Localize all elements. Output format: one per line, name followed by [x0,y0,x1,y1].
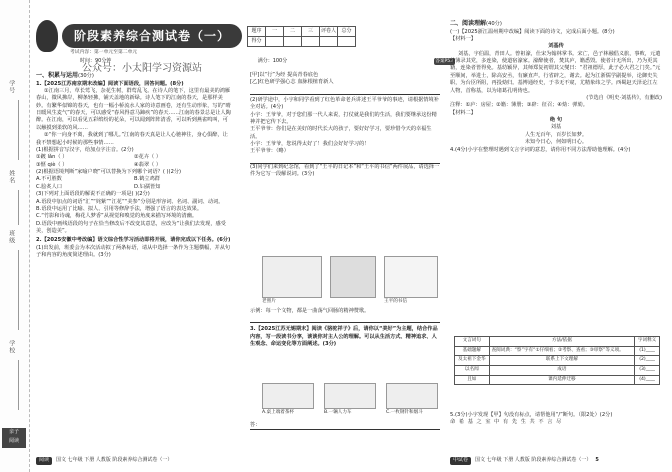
score-cell: 二 [284,27,302,37]
score-cell: 三 [302,27,320,37]
binding-margin [0,0,30,472]
footer-right [450,456,599,466]
pinyin-item[interactable]: ①踱 lǎn（ ） [36,154,68,161]
exam-time: 时间：90分钟 [80,58,112,64]
pinyin-item[interactable]: ②花卉（ ） [134,154,162,161]
question-2-intro: 2.【2025安徽中考改编】语文综合性学习活动即将开展，请你完成以下任务。(6分) [36,237,231,244]
question-5: 5.(3分)小宇发现【甲】句没有标点，请帮他用“/”断句。（限2处）(2分) [450,412,613,418]
margin-line [18,190,19,225]
old-photo-image [262,256,322,298]
passage-paragraph: ①江南三月，草长莺飞，杂花生树，群莺乱飞。在诗人的笔下，这里有最美的鸿雁春山，微风拂岸，柳条轻拂，铺天盖地的新绿。诗人笔下的江南的春天，是那样美妙。有繁华似锦的春天，也有一幅小桥流水人家的诗意画卷，还有生动形象，写的“晴日暖风生麦气”的春天，可以感受“春风得意马蹄疾”的春天……江南的春景总是让人陶醉。在江南，可以看见五彩缤纷的花朵，可以闻到阵阵清香，可以听到燕雀鸣叫，可以触摸到柔软的风…… [36,87,231,131]
score-cell: 评卷人 [320,27,338,37]
option[interactable]: A.不可胜数 [36,176,62,183]
picture-caption: 王平的书信 [384,299,407,304]
dialog-line: 小宇：王爷爷，您说得太好了！我们会好好学习的！ [250,141,370,147]
footer-tag: 阅读 [36,457,52,464]
margin-corner-badge: 亲子 阅读 [2,428,26,448]
margin-line [18,360,19,410]
pinyin-list [36,154,232,169]
table-header: 方法/依据 [489,337,635,347]
option-c-image[interactable] [386,383,438,409]
score-table [247,26,356,47]
page-number: 5 [595,457,599,464]
pinyin-item[interactable]: ③惬 qiè（ ） [36,161,68,168]
footer-text: 国文 七年级 下册 人教版 阶段素养综合测试卷（一） [475,457,592,464]
section-two [450,20,662,154]
footer-tag: 中试卷 [450,457,471,464]
option[interactable]: C.“竹影和诗魂，梅花人梦香”从视觉和嗅觉的角度来描写环境的清幽。 [36,213,198,220]
reading-section-1: (一)【2025浙江温州期中改编】阅读下面的诗文，完成后面小题。(8分) [450,28,615,35]
question-3-intro: 3.【2025江苏无锡期末】阅读《骆驼祥子》后，请你以“美好”为主题，结合作品内容，写一段读书分享，谈谈你对主人公的理解。可以从生活方式、精神追求、人生观念、命运变化等方面阐述。(3分) [250,326,438,348]
material-label: 【材料二】 [450,109,476,116]
dialog-line: 王平爷爷：（略） [250,148,289,155]
passage-paragraph: ②“你一向身不离，我就到了哪儿。”江南的春天真是让人心驰神往，身心俱醉，让我不禁想起小时候的那些事情…… [36,132,228,146]
page-subtitle: 考试内容：第一单元至第二单元 [70,50,138,55]
slogan-b: [乙]红色研学强心志 血脉根植育新人 [250,79,334,86]
table-row: 及太祖下金华 联系上下文理解 (2)____ [455,356,660,366]
score-cell: 题序 [248,27,266,37]
score-cell [338,37,356,47]
option[interactable]: D.语段中画线语段的句子在恰当修改后不改变其意思，应改为“让我们去发现，感受美，创造美”。 [36,220,226,235]
camera-image [330,256,376,298]
margin-label-school: 学校 [7,340,15,354]
exam-full-score: 满分：100分 [257,58,288,64]
option-caption: A.桌上端着茶杯 [262,410,295,415]
answer-line[interactable] [250,315,440,323]
margin-label-class: 班级 [7,230,15,244]
example-note: 示例：每一个文物，都是一曲荡气回肠的精神赞歌。 [250,308,370,314]
section-score: (40分) [486,21,502,27]
table-row: 且如 课内延伸迁移 (4)____ [455,375,660,385]
option-a-image[interactable] [262,383,314,409]
slogan-a: [甲]以“行”为经 提高青春底色 [250,72,319,78]
question-1-1: (1)根据拼音写汉字，给加点字注音。(2分) [36,146,134,153]
option[interactable]: B.鹤立鸡群 [134,176,160,183]
vocab-table [454,336,660,385]
option-caption: B.一辆人力车 [324,410,352,415]
section-heading: 一、积累与运用 [36,72,79,79]
option[interactable]: C.脍炙人口 [36,183,63,190]
margin-line [18,250,19,330]
table-header: 文言词句 [455,337,490,347]
option-caption: C.一枚钢针和烟斗 [386,410,423,415]
footer-left [36,456,172,466]
score-cell [302,37,320,47]
material-title: 刘基传 [548,43,564,50]
dialog-line: 小宇：王爷爷，对于您们那一代人来说，打仗就是我们的生活，我们要继承这份精神并把它传下去。 [250,111,437,125]
table-row: 基础题解 查阅词典：“察”字有“①仔细看；②考察、查看；③审察”等义项。 (1)____ [455,346,660,356]
page-title: 阶段素养综合测试卷（一） [62,24,242,48]
poem-line: 人生无百年，百岁长如梦。 [524,131,588,138]
score-cell: 一 [266,27,284,37]
question-4: 4.(4分)小宇在整理时遇到文言字词的意思，请你用不同方法帮助他理解。(4分) [450,146,631,153]
option[interactable]: D.妇孺皆知 [134,183,161,190]
question-5-block [450,412,662,427]
section-score: (30分) [78,73,94,79]
answer-line[interactable] [250,156,440,164]
table-row: 以名闻 成语 (3)____ [455,365,660,375]
material-gloss: 注释：①庐：房屋；②籍：簿册；③辟：征召；④劾：弹劾。 [450,102,588,109]
answer-page-ref: 答案P53 [435,59,453,64]
question-1-3: (3)下列对上面语段的解说不正确的一项是( )(2分) [36,191,150,198]
question-2-2: (2)研学途中，小宇和同学看到了红色革命老兵讲述王平爷爷的事迹，请根据情境补全对话。(4分) [250,96,439,111]
option[interactable]: B.语段中运用了比喻、拟人、引用等修辞手法，增强了语言的表达效果。 [36,205,203,212]
letter-image [384,256,438,298]
margin-line [18,100,19,160]
score-cell: 得分 [248,37,266,47]
student-mascot-icon [36,20,58,52]
score-cell [320,37,338,47]
poem-line: 未知今日心，何如明日心。 [524,139,588,146]
option-b-image[interactable] [324,383,376,409]
question-2-3: (3)同学们来到纪念馆，看到了“王平的日记本”和“王平的书信”两件展品，请选择一件为它写一段解说词。(3分) [250,163,440,178]
material-source: (节选自《明史·刘基传》，有删改) [586,94,662,101]
dialog-line: 王平爷爷：你们是在美好的时代长大的孩子，要好好学习，要珍惜今天的幸福生活。 [250,126,432,140]
score-cell [266,37,284,47]
poem-author: 刘基 [550,124,562,131]
pinyin-item[interactable]: ④翡翠（ ） [134,161,162,168]
section-heading: 二、阅读理解 [450,20,487,27]
answer-line[interactable] [250,87,440,95]
question-1-2: (2)根据语境判断“家喻户晓”可以替换为下列哪个词语？( )(2分) [36,169,182,176]
material-label: 【材料一】 [450,35,476,42]
picture-caption: 老照片 [262,299,276,304]
table-header: 字词释义 [635,337,660,347]
question-5-text[interactable]: 命 希 基 之 室 中 有 先 生 共 不 言 尽 [450,419,563,426]
watermark: 公众号：小太阳学习资源站 [82,63,202,74]
score-cell [284,37,302,47]
answer-line[interactable]: 答： [250,422,440,430]
option[interactable]: A.语段中加点的词语“汇”“姹紫”“江花”“美参”分别是形容词、名词、副词、动词。 [36,198,224,205]
margin-label-student-id: 学号 [7,80,15,94]
column-middle [250,72,440,179]
options-list [36,176,232,191]
question-3-block [250,308,440,349]
footer-text: 国文 七年级 下册 人教版 阶段素养综合测试卷（一） [56,457,173,464]
material-body: 刘基，字伯温，青田人。曾祖濠，仕宋为翰林掌书。宋亡，邑子林融倡义旅，事败，元遣使簿录其党，多连染，使道宿濠家。濠醉使者，焚其庐，籍悉毁。使者计无所出，乃为更其籍，连染者皆得免。基幼颖异，其师郑复初谓其父燮曰：“君祖德厚，此子必大君之门矣。”元至顺间，举进士，除高安丞，有廉直声。行省辟之，谢去。起为江浙儒学副提举，论御史失职，为台臣所阻，再投劾归。基博通经史，于书无不窥，尤精象纬之学。西蜀赵天泽论江左人物，首称基，以为诸葛孔明俦也。 [450,50,661,94]
question-1-intro: 1.【2025江苏南京期末改编】阅读下面语段，回答问题。(8分) [36,80,184,87]
poem-title: 绝 句 [549,117,563,124]
score-cell: 总分 [338,27,356,37]
question-2-1: (1)出发前，班委会为本次活动拟了两条标语，请从中选择一条作为主题横幅，并从句子和内容的角度简述理由。(3分) [36,244,231,259]
margin-label-name: 姓名 [7,170,15,184]
section-one [36,72,232,260]
